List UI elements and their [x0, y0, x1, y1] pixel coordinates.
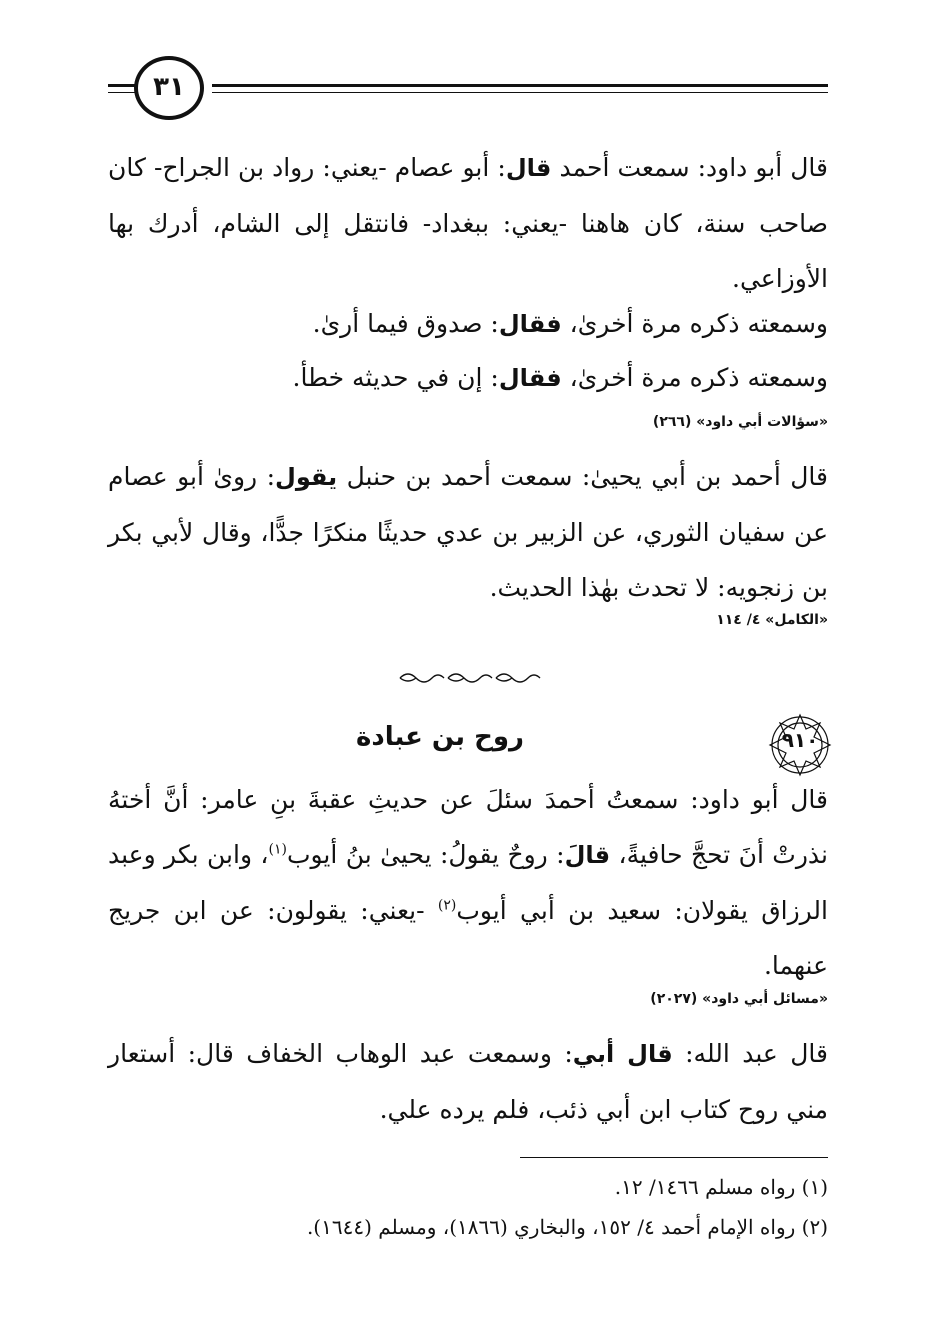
page-number: ٣١: [134, 56, 204, 120]
footnote-1: (١) رواه مسلم ١٤٦٦/ ١٢.: [614, 1175, 828, 1199]
paragraph-uqba-hadith: قال أبو داود: سمعتُ أحمدَ سئلَ عن حديثِ عقبةَ بنِ عامر: أنَّ أختهُ نذرتْ أنَ تحجَّ حافيةً، قالَ: روحٌ يقولُ: يحيىٰ بنُ أيوب$^{(١)}$، وابن بكر وعبد الرزاق يقولان: سعيد بن أبي أيوب$^{(٢)}$ -يعني: يقولون: عن ابن جريج عنهما.: [108, 785, 828, 980]
paragraph-third-mention: وسمعته ذكره مرة أخرىٰ، فقال: إن في حديثه خطأ.: [292, 363, 828, 392]
paragraph-abu-dawud-1: قال أبو داود: سمعت أحمد قال: أبو عصام -يعني: رواد بن الجراح- كان صاحب سنة، كان هاهنا -يعني: ببغداد- فانتقل إلى الشام، أدرك بها الأوزاعي.: [108, 153, 828, 293]
paragraph-abdullah: قال عبد الله: قال أبي: وسمعت عبد الوهاب الخفاف قال: أستعار مني روح كتاب ابن أبي ذئب، فلم يرده علي.: [108, 1039, 828, 1124]
entry-number: ٩١٠: [781, 728, 819, 752]
paragraph-second-mention: وسمعته ذكره مرة أخرىٰ، فقال: صدوق فيما أرىٰ.: [312, 309, 828, 338]
section-divider-ornament-icon: [396, 668, 544, 688]
source-citation: «مسائل أبي داود» (٢٠٢٧): [650, 991, 828, 1007]
footnote-2: (٢) رواه الإمام أحمد ٤/ ١٥٢، والبخاري (١٨٦٦)، ومسلم (١٦٤٤).: [306, 1215, 828, 1239]
source-citation: «سؤالات أبي داود» (٢٦٦): [652, 414, 828, 430]
header-rule: [212, 84, 828, 87]
footnote-rule: [520, 1157, 828, 1158]
entry-heading: روح بن عبادة: [356, 722, 524, 752]
source-citation: «الكامل» ٤/ ١١٤: [716, 612, 828, 628]
header-rule: [212, 92, 828, 93]
paragraph-ahmad-ibn-abi-yahya: قال أحمد بن أبي يحيىٰ: سمعت أحمد بن حنبل يقول: روىٰ أبو عصام عن سفيان الثوري، عن الزبير بن عدي حديثًا منكرًا جدًّا، وقال لأبي بكر بن زنجويه: لا تحدث بهٰذا الحديث.: [108, 462, 828, 602]
